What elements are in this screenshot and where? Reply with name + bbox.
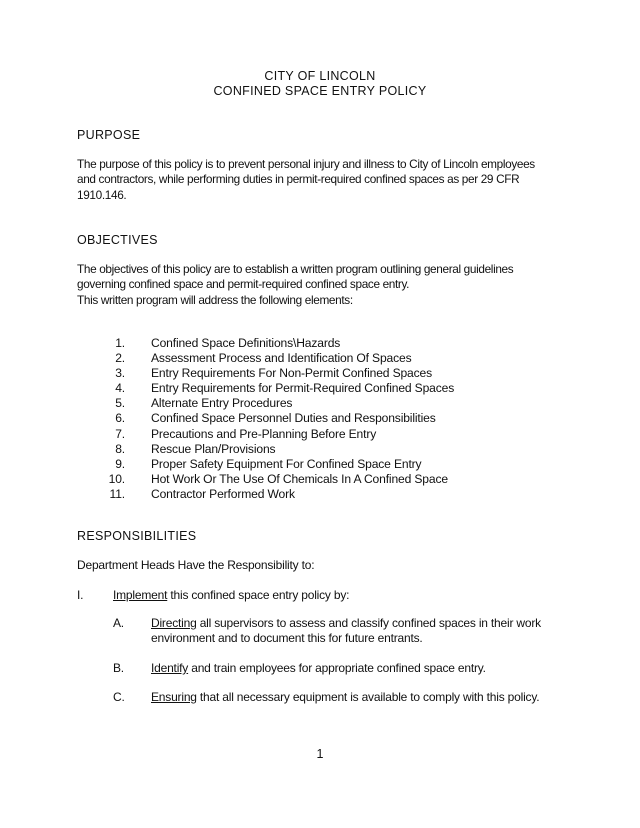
sub-marker: C.	[113, 690, 125, 704]
list-item-text: Contractor Performed Work	[151, 486, 295, 501]
list-item-number: 3.	[115, 366, 125, 381]
sub-marker: B.	[113, 661, 124, 675]
sub-text	[151, 690, 539, 705]
list-item-number: 6.	[115, 411, 125, 426]
purpose-paragraph	[77, 157, 567, 203]
list-item-number: 10.	[108, 471, 125, 486]
underlined-term: Directing	[151, 616, 197, 630]
list-item-text: Proper Safety Equipment For Confined Space Entry	[151, 456, 422, 471]
underlined-term: Implement	[113, 588, 168, 602]
sub-line-2: environment and to document this for future entrants.	[151, 631, 423, 646]
list-item-number: 1.	[115, 336, 125, 350]
list-item-text: Rescue Plan/Provisions	[151, 441, 276, 456]
list-item-number: 11.	[109, 486, 125, 501]
objectives-line-1: The objectives of this policy are to establish a written program outlining general guidelines	[77, 262, 514, 276]
sub-text	[151, 661, 486, 676]
list-item-text: Entry Requirements For Non-Permit Confined Spaces	[151, 366, 433, 381]
objectives-line-2: governing confined space and permit-required confined space entry.	[77, 277, 410, 292]
objectives-line-3: This written program will address the following elements:	[77, 292, 353, 307]
list-item-text: Assessment Process and Identification Of Spaces	[151, 351, 412, 366]
document-title-policy: CONFINED SPACE ENTRY POLICY	[213, 84, 427, 98]
list-item-number: 2.	[115, 351, 125, 366]
sub-rest: and train employees for appropriate confined space entry.	[188, 661, 486, 675]
underlined-term: Ensuring	[151, 690, 197, 704]
page-number: 1	[316, 747, 324, 761]
list-item-number: 7.	[115, 426, 125, 441]
sub-text	[151, 616, 541, 647]
list-item-text: Confined Space Personnel Duties and Responsibilities	[151, 411, 436, 426]
list-item-text: Alternate Entry Procedures	[151, 396, 293, 411]
list-item-text: Entry Requirements for Permit-Required Confined Spaces	[151, 381, 455, 396]
list-item-number: 5.	[115, 396, 125, 411]
objectives-heading: OBJECTIVES	[77, 233, 158, 247]
sub-marker: A.	[113, 616, 124, 630]
list-item-text: Confined Space Definitions\Hazards	[151, 336, 341, 350]
list-item-number: 9.	[115, 456, 125, 471]
document-title-city: CITY OF LINCOLN	[264, 69, 376, 83]
item-rest: this confined space entry policy by:	[167, 588, 350, 602]
sub-rest: all supervisors to assess and classify confined spaces in their work	[196, 616, 541, 630]
purpose-line-2: and contractors, while performing duties in permit-required confined spaces as per 29 CFR	[77, 172, 520, 187]
list-item-text: Precautions and Pre-Planning Before Entry	[151, 426, 377, 441]
purpose-line-3: 1910.146.	[77, 187, 127, 202]
purpose-heading: PURPOSE	[77, 128, 141, 142]
list-item-text: Hot Work Or The Use Of Chemicals In A Confined Space	[151, 471, 448, 486]
item-text	[113, 588, 349, 603]
responsibilities-heading: RESPONSIBILITIES	[77, 529, 197, 543]
purpose-line-1: The purpose of this policy is to prevent personal injury and illness to City of Lincoln employees	[77, 157, 535, 171]
underlined-term: Identify	[151, 661, 189, 675]
list-item-number: 4.	[115, 381, 125, 396]
sub-rest: that all necessary equipment is available to comply with this policy.	[196, 690, 540, 704]
responsibilities-intro: Department Heads Have the Responsibility to:	[77, 558, 315, 572]
list-item-number: 8.	[115, 441, 125, 456]
item-marker: I.	[77, 588, 84, 602]
objectives-paragraph	[77, 262, 567, 308]
